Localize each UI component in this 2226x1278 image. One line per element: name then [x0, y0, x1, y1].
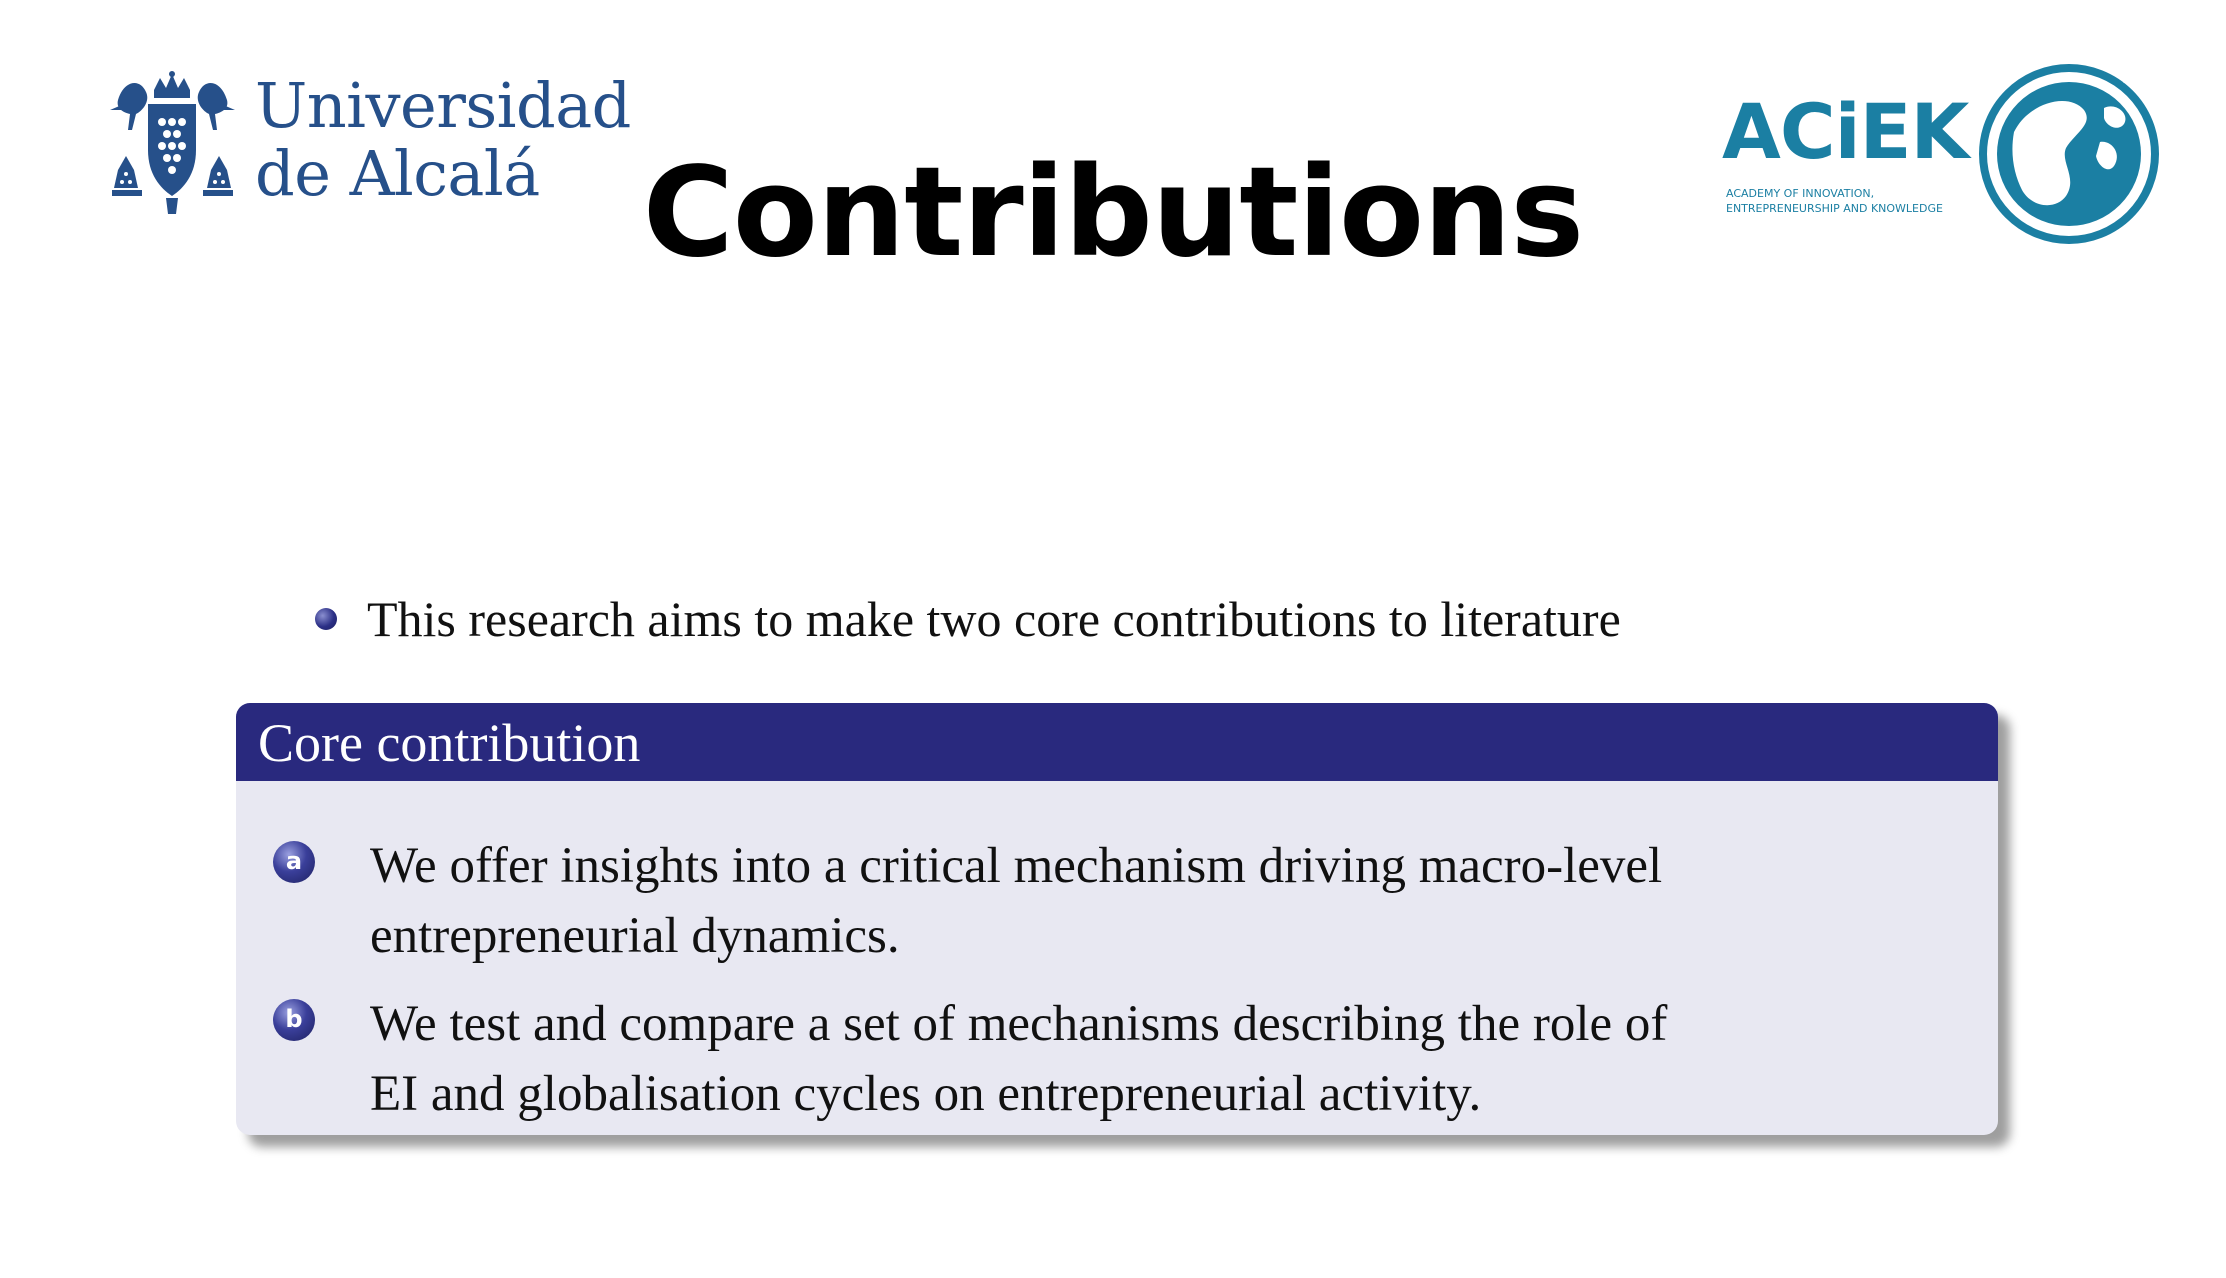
contribution-text-line: EI and globalisation cycles on entrepreneurial activity.: [370, 1066, 1482, 1122]
slide-title: Contributions: [642, 141, 1584, 285]
bullet-icon: [315, 608, 337, 630]
university-name-line2: de Alcalá: [255, 137, 540, 210]
aciek-wordmark: ACiEK: [1722, 87, 1969, 176]
contribution-text-line: We test and compare a set of mechanisms describing the role of: [370, 996, 1668, 1052]
enumerate-badge-a-icon: a: [273, 841, 315, 883]
university-name-line1: Universidad: [255, 69, 631, 142]
core-contribution-block: [236, 703, 1998, 1135]
intro-text: This research aims to make two core contributions to literature: [367, 591, 1621, 647]
aciek-tagline-line1: ACADEMY OF INNOVATION,: [1726, 187, 1875, 200]
block-title: Core contribution: [236, 703, 1998, 781]
intro-bullet-item: [315, 590, 1621, 648]
contribution-text-line: We offer insights into a critical mechanism driving macro-level: [370, 838, 1663, 894]
aciek-tagline-line2: ENTREPRENEURSHIP AND KNOWLEDGE: [1726, 202, 1943, 215]
enumerate-badge-b-icon: b: [273, 999, 315, 1041]
contribution-text: [370, 831, 1970, 971]
contribution-text-line: entrepreneurial dynamics.: [370, 908, 900, 964]
contribution-text: [370, 989, 1970, 1129]
